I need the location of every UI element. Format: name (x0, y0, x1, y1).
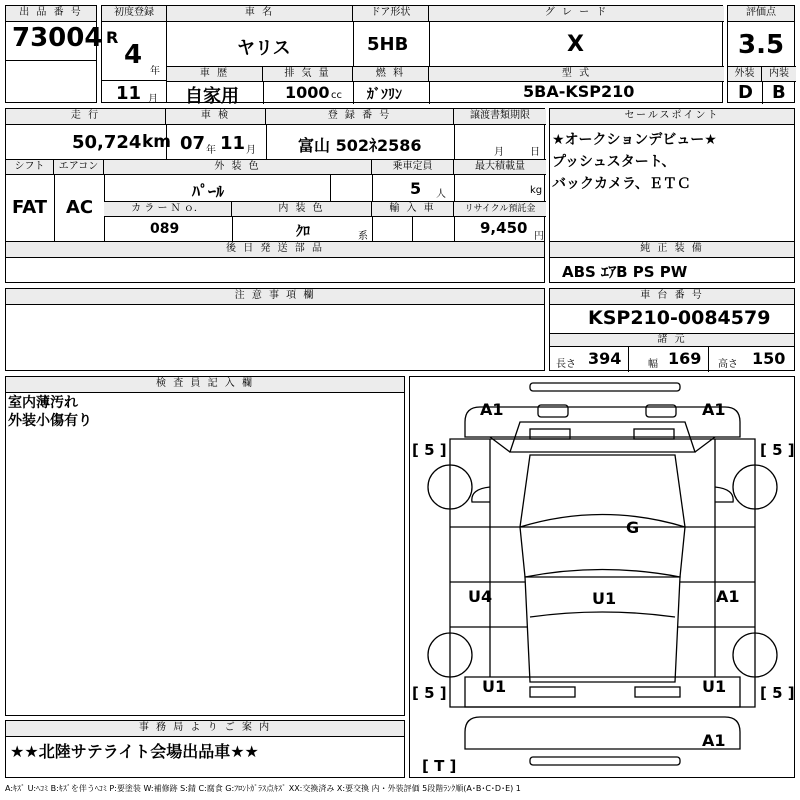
capacity-label: 乗車定員 (372, 159, 454, 175)
interior-color-unit: 系 (358, 231, 368, 242)
first-registration-cell (101, 5, 167, 103)
mark-rear-bumper: A1 (702, 731, 726, 750)
length: 394 (588, 349, 622, 368)
chassis-cell (549, 288, 795, 371)
capacity: 5 (410, 179, 422, 198)
tire-front-left: [ 5 ] (412, 441, 447, 459)
selling-point-line: バックカメラ、ＥＴＣ (552, 176, 691, 192)
equipment: ABS ｴｱB PS PW (562, 263, 688, 281)
fuel-type: ｶﾞｿﾘﾝ (367, 87, 402, 103)
tire-rear-right: [ 5 ] (760, 684, 795, 702)
interior-grade-label: 内装 (762, 66, 796, 82)
lot-number-blank (5, 60, 97, 103)
car-outline (410, 377, 794, 777)
legend: A:ｷｽﾞ U:ﾍｺﾐ B:ｷｽﾞを伴うﾍｺﾐ P:要塗装 W:補修跡 S:錆 C:腐食 G:ﾌﾛﾝﾄｶﾞﾗｽ点ｷｽﾞ XX:交換済み X:要交換 内・外装評価 5段階ﾗﾝｸ順(A･B･C･D･E) 1 (5, 784, 521, 793)
import-label: 輸 入 車 (372, 201, 454, 217)
notes-label: 注 意 事 項 欄 (6, 289, 544, 305)
lot-number-label: 出 品 番 号 (6, 6, 96, 22)
office-note: ★★北陸サテライト会場出品車★★ (10, 742, 259, 761)
transfer-label: 譲渡書類期限 (454, 109, 546, 125)
inspection-month: 11 (220, 133, 246, 154)
inspector-note-line: 外装小傷有り (8, 413, 92, 429)
selling-points-text (552, 129, 717, 195)
door-label: ドア形状 (353, 6, 429, 22)
displacement-unit: cc (331, 90, 342, 101)
vehicle-history: 自家用 (185, 86, 239, 107)
displacement-label: 排 気 量 (263, 66, 353, 82)
color-number: 089 (150, 221, 180, 237)
car-info-block (166, 5, 723, 107)
dimensions-label: 諸 元 (550, 333, 794, 347)
interior-color-label: 内 装 色 (232, 201, 372, 217)
evaluation-score: 3.5 (738, 30, 785, 60)
interior-grade: B (772, 82, 786, 103)
mark-windshield: G (626, 518, 640, 537)
tire-rear-left: [ 5 ] (412, 684, 447, 702)
office-label: 事 務 局 よ り ご 案 内 (6, 721, 404, 737)
mark-right-door: A1 (716, 587, 740, 606)
mark-rear-left: U1 (482, 677, 507, 696)
transfer-day: 日 (530, 147, 540, 158)
exterior-grade: D (738, 82, 753, 103)
lot-number: 73004 (12, 23, 103, 53)
model-code: 5BA-KSP210 (523, 82, 635, 101)
aircon-type: AC (66, 197, 94, 218)
max-load-unit: kg (530, 185, 543, 196)
transfer-month: 月 (494, 147, 504, 158)
color-no-label: カ ラ ー Ｎ ｏ． (104, 201, 232, 217)
mileage: 50,724 (72, 132, 142, 153)
vehicle-details-block (5, 108, 545, 242)
spare-tire: [ T ] (422, 757, 457, 775)
displacement: 1000 (285, 83, 330, 102)
model-code-label: 型 式 (429, 66, 724, 82)
equipment-label: 純 正 装 備 (550, 242, 794, 258)
selling-points-label: セールスポイント (550, 109, 794, 125)
length-label: 長さ (556, 359, 576, 370)
later-parts-cell (5, 241, 545, 283)
exterior-grade-label: 外装 (728, 66, 762, 82)
registration-month: 11 (116, 83, 142, 104)
damage-diagram (409, 376, 795, 778)
fuel-label: 燃 料 (353, 66, 429, 82)
mark-roof: U1 (592, 589, 617, 608)
shift-type: FAT (12, 197, 48, 218)
year-unit: 年 (150, 66, 160, 77)
capacity-unit: 人 (436, 189, 446, 200)
chassis-label: 車 台 番 号 (550, 289, 794, 305)
grade: X (567, 32, 584, 57)
mileage-label: 走 行 (6, 109, 166, 125)
car-name-label: 車 名 (167, 6, 353, 22)
height: 150 (752, 349, 786, 368)
registration-year: 4 (124, 40, 143, 70)
era: R (106, 28, 119, 47)
mark-front-left: A1 (480, 400, 504, 419)
mark-rear-right: U1 (702, 677, 727, 696)
recycle-fee: 9,450 (480, 219, 528, 237)
aircon-label: エアコン (54, 159, 104, 175)
first-registration-label: 初度登録 (102, 6, 166, 22)
registration-label: 登 録 番 号 (266, 109, 454, 125)
mark-left-door: U4 (468, 587, 493, 606)
inspection-year: 07 (180, 133, 206, 154)
inspector-notes (8, 394, 92, 430)
recycle-fee-unit: 円 (534, 231, 544, 242)
recycle-label: リサイクル預託金 (454, 201, 546, 217)
selling-points-cell (549, 108, 795, 242)
inspection-month-unit: 月 (246, 145, 256, 156)
selling-point-line: プッシュスタート、 (552, 154, 676, 170)
equipment-cell (549, 241, 795, 283)
door-type: 5HB (367, 34, 409, 55)
car-name: ヤリス (237, 38, 291, 59)
inspector-cell (5, 376, 405, 716)
month-unit: 月 (148, 94, 158, 105)
height-label: 高さ (718, 359, 738, 370)
tire-front-right: [ 5 ] (760, 441, 795, 459)
history-label: 車 歴 (167, 66, 263, 82)
exterior-color: ﾊﾟｰﾙ (192, 182, 225, 201)
inspector-note-line: 室内薄汚れ (8, 395, 78, 411)
max-load-label: 最大積載量 (454, 159, 546, 175)
score-label: 評価点 (728, 6, 794, 22)
inspection-label: 車 検 (166, 109, 266, 125)
mileage-unit: km (142, 132, 172, 152)
selling-point-line: ★オークションデビュー★ (552, 132, 717, 148)
width-label: 幅 (648, 359, 658, 370)
grade-label: グ レ ー ド (429, 6, 724, 22)
chassis-number: KSP210-0084579 (588, 307, 771, 329)
later-parts-label: 後 日 発 送 部 品 (6, 242, 544, 258)
shift-label: シフト (6, 159, 54, 175)
exterior-color-label: 外 装 色 (104, 159, 372, 175)
mark-front-right: A1 (702, 400, 726, 419)
registration-number: 富山 502ﾈ2586 (298, 136, 422, 155)
interior-color: ｸﾛ (296, 224, 310, 240)
notes-cell (5, 288, 545, 371)
score-cell (727, 5, 795, 103)
office-cell (5, 720, 405, 778)
inspector-label: 検 査 員 記 入 欄 (6, 377, 404, 393)
width: 169 (668, 349, 702, 368)
inspection-year-unit: 年 (206, 145, 216, 156)
lot-number-cell (5, 5, 103, 61)
